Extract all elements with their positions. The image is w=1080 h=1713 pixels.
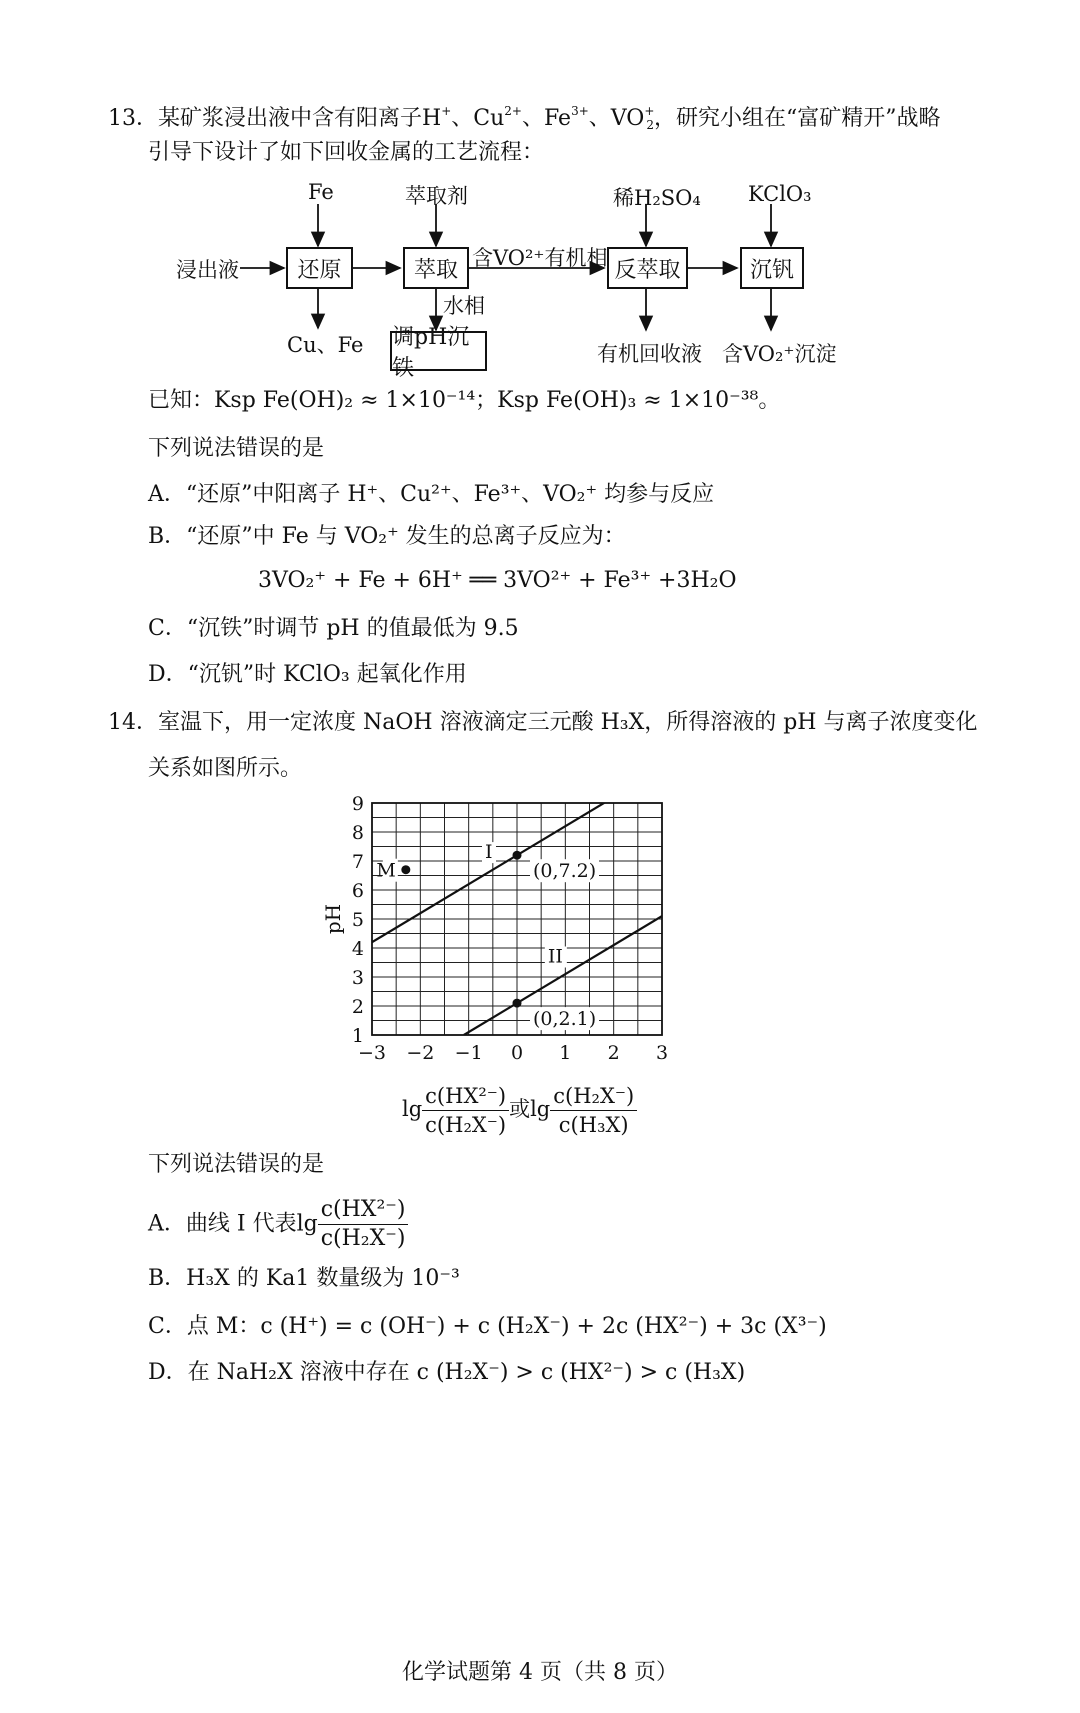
x-tick-label: 1 xyxy=(559,1042,572,1064)
y-axis-label: pH xyxy=(321,903,345,935)
q14-option-c: C．点 M：c (H⁺) = c (OH⁻) + c (H₂X⁻) + 2c (HX²⁻) + 3c (X³⁻) xyxy=(148,1314,827,1339)
series-name-I: I xyxy=(485,841,493,864)
series-name-II: II xyxy=(547,945,563,968)
xlabel-fraction-2: $\frac{\text{c(H₂X⁻)}}{\text{c(H₃X)}}$ xyxy=(550,1082,637,1139)
flow-out-vo2: 含VO₂⁺沉淀 xyxy=(722,342,837,366)
q13-option-b: B．“还原”中 Fe 与 VO₂⁺ 发生的总离子反应为： xyxy=(148,524,626,549)
data-point xyxy=(513,851,522,860)
q13-known: 已知：Ksp Fe(OH)₂ ≈ 1×10⁻¹⁴；Ksp Fe(OH)₃ ≈ 1×10⁻³⁸。 xyxy=(148,388,781,413)
q13-ask: 下列说法错误的是 xyxy=(148,436,325,461)
ph-chart xyxy=(320,785,720,1085)
y-tick-label: 5 xyxy=(351,909,364,931)
q14-number: 14． xyxy=(108,710,158,735)
x-tick-label: −3 xyxy=(357,1042,387,1064)
y-tick-label: 3 xyxy=(351,967,364,989)
q14-option-d: D．在 NaH₂X 溶液中存在 c (H₂X⁻) > c (HX²⁻) > c (H₃X) xyxy=(148,1360,746,1385)
q13-option-a: A．“还原”中阳离子 H⁺、Cu²⁺、Fe³⁺、VO₂⁺ 均参与反应 xyxy=(148,482,715,507)
flow-out-organic: 有机回收液 xyxy=(597,342,702,366)
flow-add-acid: 稀H₂SO₄ xyxy=(613,186,701,210)
q14-option-a: A．曲线 I 代表lg $\frac{\text{c(HX²⁻)}}{\text{c(H₂X⁻)}}$ xyxy=(148,1196,408,1253)
flow-box-vanadium: 沉钒 xyxy=(740,247,804,289)
q13-stem-line2: 引导下设计了如下回收金属的工艺流程： xyxy=(148,140,545,165)
point-label: (0,2.1) xyxy=(533,1008,597,1031)
q14-option-b: B．H₃X 的 Ka1 数量级为 10⁻³ xyxy=(148,1266,460,1291)
x-tick-label: 3 xyxy=(655,1042,669,1064)
x-tick-label: 0 xyxy=(510,1042,524,1064)
flow-aqueous: 水相 xyxy=(443,294,485,318)
flow-add-kclo3: KClO₃ xyxy=(748,182,812,206)
q14-stem-line1: 14．室温下，用一定浓度 NaOH 溶液滴定三元酸 H₃X，所得溶液的 pH 与离子浓度变化 xyxy=(108,710,978,735)
flow-add-extractant: 萃取剂 xyxy=(405,184,468,208)
flow-out-cu-fe: Cu、Fe xyxy=(287,333,364,357)
x-tick-label: −2 xyxy=(406,1042,435,1064)
q13-equation: 3VO₂⁺ + Fe + 6H⁺ ══ 3VO²⁺ + Fe³⁺ +3H₂O xyxy=(258,568,737,593)
data-point xyxy=(513,999,522,1008)
option-a-fraction: $\frac{\text{c(HX²⁻)}}{\text{c(H₂X⁻)}}$ xyxy=(318,1196,409,1253)
flow-box-reduce: 还原 xyxy=(286,247,353,289)
y-tick-label: 1 xyxy=(351,1025,364,1047)
y-tick-label: 4 xyxy=(351,938,364,960)
q13-number: 13． xyxy=(108,106,158,131)
q14-ask: 下列说法错误的是 xyxy=(148,1152,325,1177)
x-tick-label: 2 xyxy=(607,1042,620,1064)
y-tick-label: 2 xyxy=(351,996,364,1018)
chart-xlabel: lg $\frac{\text{c(HX²⁻)}}{\text{c(H₂X⁻)}}$ 或lg $\frac{\text{c(H₂X⁻)}}{\text{c(H₃X)}}$ xyxy=(402,1082,637,1139)
q14-stem-line2: 关系如图所示。 xyxy=(148,756,303,781)
flow-add-fe: Fe xyxy=(308,180,334,204)
flow-organic-vo: 含VO²⁺有机相 xyxy=(472,246,608,270)
xlabel-fraction-1: $\frac{\text{c(HX²⁻)}}{\text{c(H₂X⁻)}}$ xyxy=(422,1082,509,1139)
y-tick-label: 7 xyxy=(351,851,364,873)
y-tick-label: 8 xyxy=(351,822,364,844)
y-tick-label: 6 xyxy=(351,880,364,902)
page-footer: 化学试题第 4 页（共 8 页） xyxy=(402,1660,678,1685)
flow-box-extract: 萃取 xyxy=(403,247,469,289)
q13-stem-line1: 13．某矿浆浸出液中含有阳离子H+、$Cu^{2+}$、$Fe^{3+}$、$VO^+_2$，研究小组在“富矿精开”战略 xyxy=(108,104,941,132)
data-point xyxy=(401,865,410,874)
chart-ticks xyxy=(321,793,668,1064)
flow-input-label: 浸出液 xyxy=(176,258,239,282)
point-label: M xyxy=(376,859,396,882)
x-tick-label: −1 xyxy=(454,1042,483,1064)
flow-box-back-extract: 反萃取 xyxy=(607,247,688,289)
flow-box-iron: 调pH沉铁 xyxy=(390,331,487,371)
point-label: (0,7.2) xyxy=(533,860,597,883)
q13-option-d: D．“沉钒”时 KClO₃ 起氧化作用 xyxy=(148,662,467,687)
y-tick-label: 9 xyxy=(351,793,364,815)
q13-option-c: C．“沉铁”时调节 pH 的值最低为 9.5 xyxy=(148,616,519,641)
